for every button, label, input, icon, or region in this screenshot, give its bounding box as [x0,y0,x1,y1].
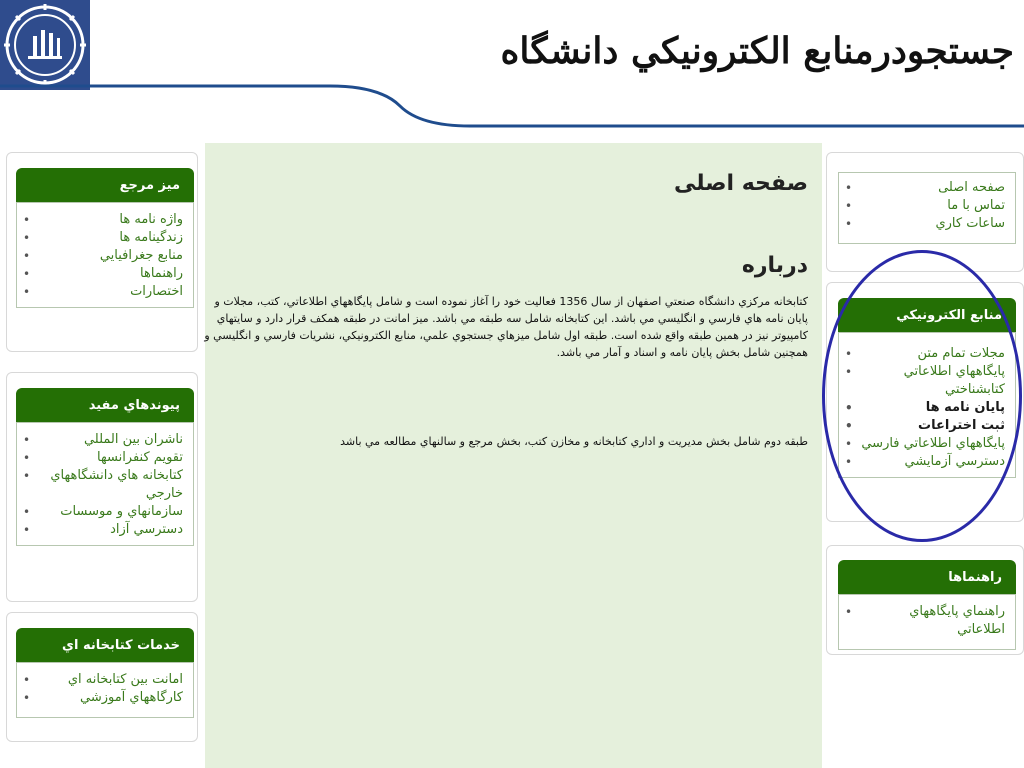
bibliographic-databases-link[interactable]: پايگاههاي اطلاعاتي كتابشناختي • [859,363,1005,399]
organizations-link[interactable]: سازمانهاي و موسسات • [37,503,183,521]
database-guide-link[interactable]: راهنماي پايگاههاي اطلاعاتي • [859,603,1005,639]
nav-home-link[interactable]: صفحه اصلی • [859,179,1005,197]
glossaries-link[interactable]: واژه نامه ها • [37,211,183,229]
trial-access-link[interactable]: دسترسي آزمايشي • [859,453,1005,471]
university-logo[interactable] [0,0,90,90]
header-divider [0,80,1024,130]
abbreviations-link[interactable]: اختصارات • [37,283,183,301]
about-heading: درباره [741,253,808,278]
biographies-link[interactable]: زندگينامه ها • [37,229,183,247]
conference-calendar-link[interactable]: تقويم كنفرانسها • [37,449,183,467]
international-publishers-link[interactable]: ناشران بين المللي • [37,431,183,449]
guides-box [838,560,1016,650]
full-text-journals-link[interactable]: مجلات تمام متن • [859,345,1005,363]
electronic-resources-title: منابع الكترونيكي [838,298,1016,332]
site-title: جستجودرمنابع الكترونيكي دانشگاه [500,30,1014,72]
library-services-title: خدمات كتابخانه اي [16,628,194,662]
persian-databases-link[interactable]: پايگاههاي اطلاعاتي فارسي • [859,435,1005,453]
library-services-box [16,628,194,718]
workshops-link[interactable]: كارگاههاي آموزشي • [37,689,183,707]
useful-links-title: پيوندهاي مفيد [16,388,194,422]
header [0,0,1024,140]
guides-title: راهنماها [838,560,1016,594]
page-title: صفحه اصلی [674,171,808,196]
theses-link[interactable]: پايان نامه ها • [859,399,1005,417]
useful-links-box [16,388,194,546]
main-content [205,143,822,768]
guides-link[interactable]: راهنماها • [37,265,183,283]
nav-contact-link[interactable]: تماس با ما • [859,197,1005,215]
foreign-university-libraries-link[interactable]: كتابخانه هاي دانشگاههاي خارجي • [37,467,183,503]
reference-box [16,168,194,308]
about-paragraph: كتابخانه مركزي دانشگاه صنعتي اصفهان از سال 1356 فعاليت خود را آغاز نموده است و شامل پايگاههاي اطلاعاتي، كتب، مجلات و پايان نامه هاي فارسي و انگليسي مي باشد. اين كتابخانه شامل سه طبقه مي باشد. ميز امانت در طبقه همكف قرار دارد و سايتهاي كامپيوتر نيز در همين طبقه واقع شده است. طبقه اول شامل ميزهاي جستجوي علمي، منابع الكترونيكي، نشريات فارسي و انگليسي و همچنين شامل بخش پايان نامه و اسناد و آمار مي باشد. [204,295,808,359]
patents-link[interactable]: ثبت اختراعات • [859,417,1005,435]
floors-paragraph: طبقه دوم شامل بخش مديريت و اداري كتابخانه و مخازن كتب، بخش مرجع و سالنهاي مطالعه مي باشد [340,435,808,448]
main-links-box [838,172,1016,244]
geographic-sources-link[interactable]: منابع جغرافيايي • [37,247,183,265]
electronic-resources-box [838,298,1016,478]
reference-title: ميز مرجع [16,168,194,202]
interlibrary-loan-link[interactable]: امانت بين كتابخانه اي • [37,671,183,689]
nav-hours-link[interactable]: ساعات كاري • [859,215,1005,233]
open-access-link[interactable]: دسترسي آزاد • [37,521,183,539]
